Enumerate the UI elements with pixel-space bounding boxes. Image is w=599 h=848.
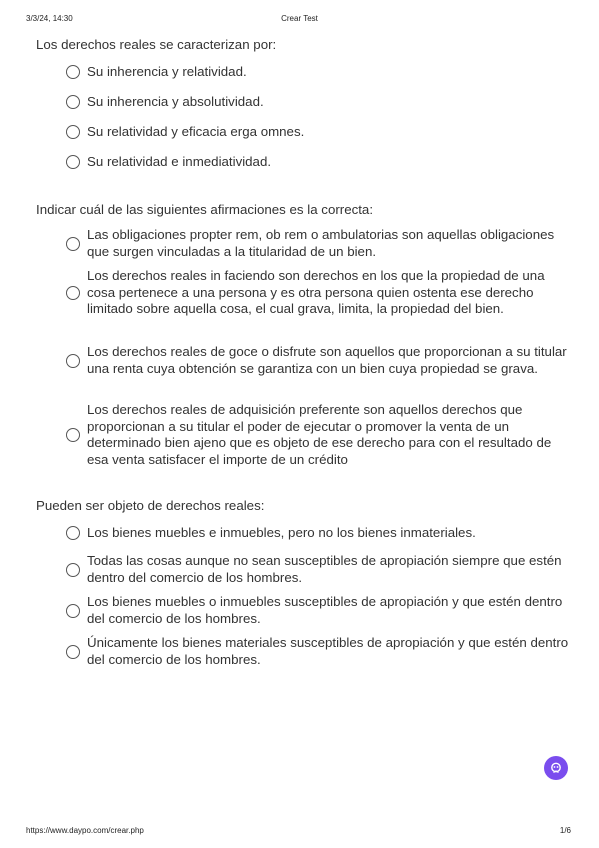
answer-option[interactable] xyxy=(66,268,571,318)
option-text: Su relatividad y eficacia erga omnes. xyxy=(87,124,305,139)
option-text: Su inherencia y absolutividad. xyxy=(87,94,264,109)
option-text: Todas las cosas aunque no sean susceptibles de apropiación siempre que estén dentro del comercio de los hombres. xyxy=(87,553,562,585)
radio-button[interactable] xyxy=(66,354,80,368)
radio-button[interactable] xyxy=(66,155,80,169)
radio-button[interactable] xyxy=(66,563,80,577)
option-text: Su inherencia y relatividad. xyxy=(87,64,247,79)
answer-option[interactable] xyxy=(66,154,571,171)
radio-button[interactable] xyxy=(66,95,80,109)
option-text: Las obligaciones propter rem, ob rem o ambulatorias son aquellas obligaciones que surgen vinculadas a la titularidad de un bien. xyxy=(87,227,555,259)
answer-option[interactable] xyxy=(66,64,571,81)
radio-button[interactable] xyxy=(66,604,80,618)
answer-option[interactable] xyxy=(66,94,571,111)
assistant-button[interactable] xyxy=(544,756,568,780)
assistant-icon xyxy=(549,761,563,775)
option-text: Los derechos reales de adquisición preferente son aquellos derechos que proporcionan a su titular el poder de ejecutar o promover la venta de un determinado bien ajeno que es objeto de ese derecho para con el resultado de esa venta satisfacer el importe de un crédito xyxy=(87,402,552,467)
answer-option[interactable] xyxy=(66,124,571,141)
option-text: Los derechos reales de goce o disfrute son aquellos que proporcionan a su titular una renta cuya obtención se garantiza con un bien cuya propiedad se grava. xyxy=(87,344,567,376)
answer-option[interactable] xyxy=(66,525,571,542)
question-text: Los derechos reales se caracterizan por: xyxy=(36,37,277,52)
option-text: Los bienes muebles e inmuebles, pero no los bienes inmateriales. xyxy=(87,525,476,540)
answer-option[interactable] xyxy=(66,227,571,260)
radio-button[interactable] xyxy=(66,237,80,251)
page-title: Crear Test xyxy=(281,14,318,23)
option-text: Su relatividad e inmediatividad. xyxy=(87,154,272,169)
answer-option[interactable] xyxy=(66,635,571,668)
radio-button[interactable] xyxy=(66,65,80,79)
radio-button[interactable] xyxy=(66,286,80,300)
page-url: https://www.daypo.com/crear.php xyxy=(26,826,144,835)
radio-button[interactable] xyxy=(66,428,80,442)
page-number: 1/6 xyxy=(559,826,571,835)
question-1 xyxy=(36,37,576,53)
option-text: Los bienes muebles o inmuebles susceptibles de apropiación y que estén dentro del comercio de los hombres. xyxy=(87,594,563,626)
radio-button[interactable] xyxy=(66,645,80,659)
print-datetime: 3/3/24, 14:30 xyxy=(26,14,73,23)
question-3 xyxy=(36,498,576,514)
radio-button[interactable] xyxy=(66,526,80,540)
answer-option[interactable] xyxy=(66,553,571,586)
option-text: Únicamente los bienes materiales susceptibles de apropiación y que estén dentro del comercio de los hombres. xyxy=(87,635,569,667)
question-2 xyxy=(36,202,576,218)
option-text: Los derechos reales in faciendo son derechos en los que la propiedad de una cosa pertenece a una persona y es otra persona quien ostenta ese derecho limitado sobre aquella cosa, el cual grava, limita, la propiedad del bien. xyxy=(87,268,545,316)
answer-option[interactable] xyxy=(66,402,571,468)
question-text: Indicar cuál de las siguientes afirmaciones es la correcta: xyxy=(36,202,374,217)
question-text: Pueden ser objeto de derechos reales: xyxy=(36,498,265,513)
radio-button[interactable] xyxy=(66,125,80,139)
answer-option[interactable] xyxy=(66,344,571,377)
answer-option[interactable] xyxy=(66,594,571,627)
